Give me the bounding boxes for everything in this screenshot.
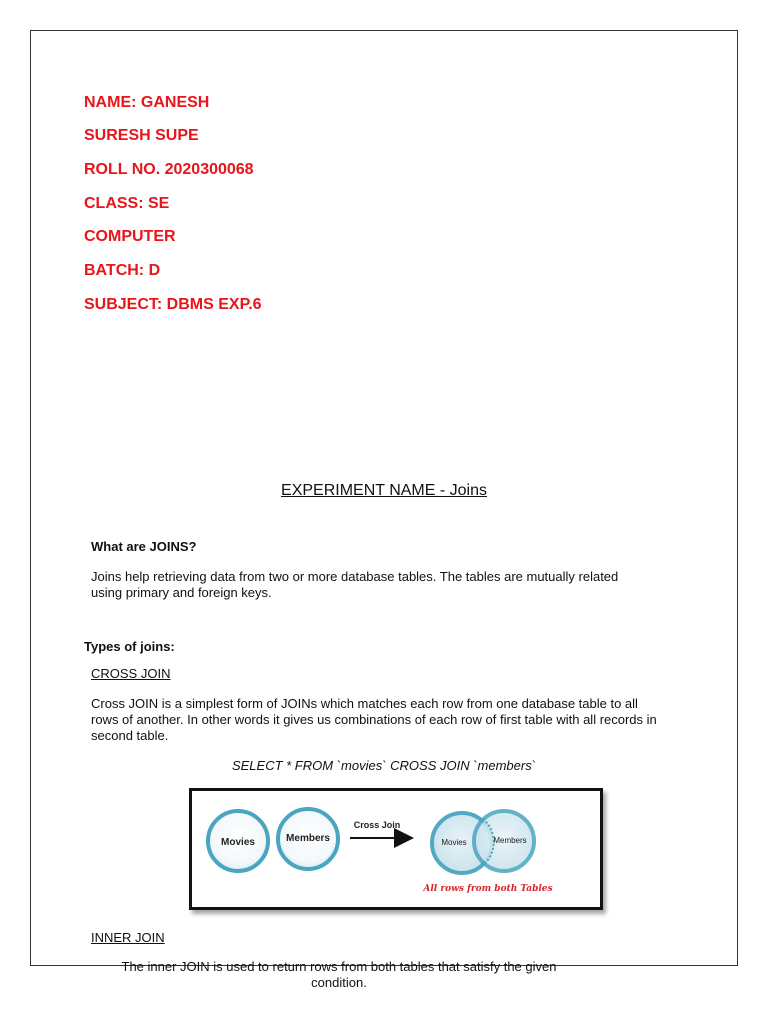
header-class: CLASS: SE [84,195,170,212]
header-subject: SUBJECT: DBMS EXP.6 [84,296,262,313]
section-heading-types-of-joins: Types of joins: [84,639,175,654]
header-batch: BATCH: D [84,262,161,279]
paragraph-what-are-joins: Joins help retrieving data from two or more database tables. The tables are mutually related using primary and foreign keys. [91,569,619,600]
header-branch: COMPUTER [84,228,176,245]
venn-members-label: Members [493,836,527,845]
arrow-label: Cross Join [353,820,401,830]
header-name: NAME: GANESH [84,94,210,111]
paragraph-cross-join: Cross JOIN is a simplest form of JOINs which matches each row from one database table to all rows of another. In other words it gives us combinations of each row of first table with all records in second table. [91,696,657,743]
paragraph-inner-join: The inner JOIN is used to return rows from both tables that satisfy the given condition. [121,959,557,990]
section-heading-what-are-joins: What are JOINS? [91,539,197,554]
subheading-cross-join: CROSS JOIN [91,666,171,681]
movies-circle-label: Movies [221,837,255,848]
header-roll-no: ROLL NO. 2020300068 [84,161,254,178]
header-surname: SURESH SUPE [84,127,199,144]
cross-join-query: SELECT * FROM `movies` CROSS JOIN `members` [231,758,537,773]
cross-join-diagram-svg [192,791,600,907]
subheading-inner-join: INNER JOIN [91,930,165,945]
members-circle-label: Members [286,833,330,844]
experiment-title: EXPERIMENT NAME - Joins [281,482,487,499]
venn-movies-label: Movies [441,838,467,847]
cross-join-diagram [189,788,603,910]
diagram-caption: All rows from both Tables [423,884,553,894]
